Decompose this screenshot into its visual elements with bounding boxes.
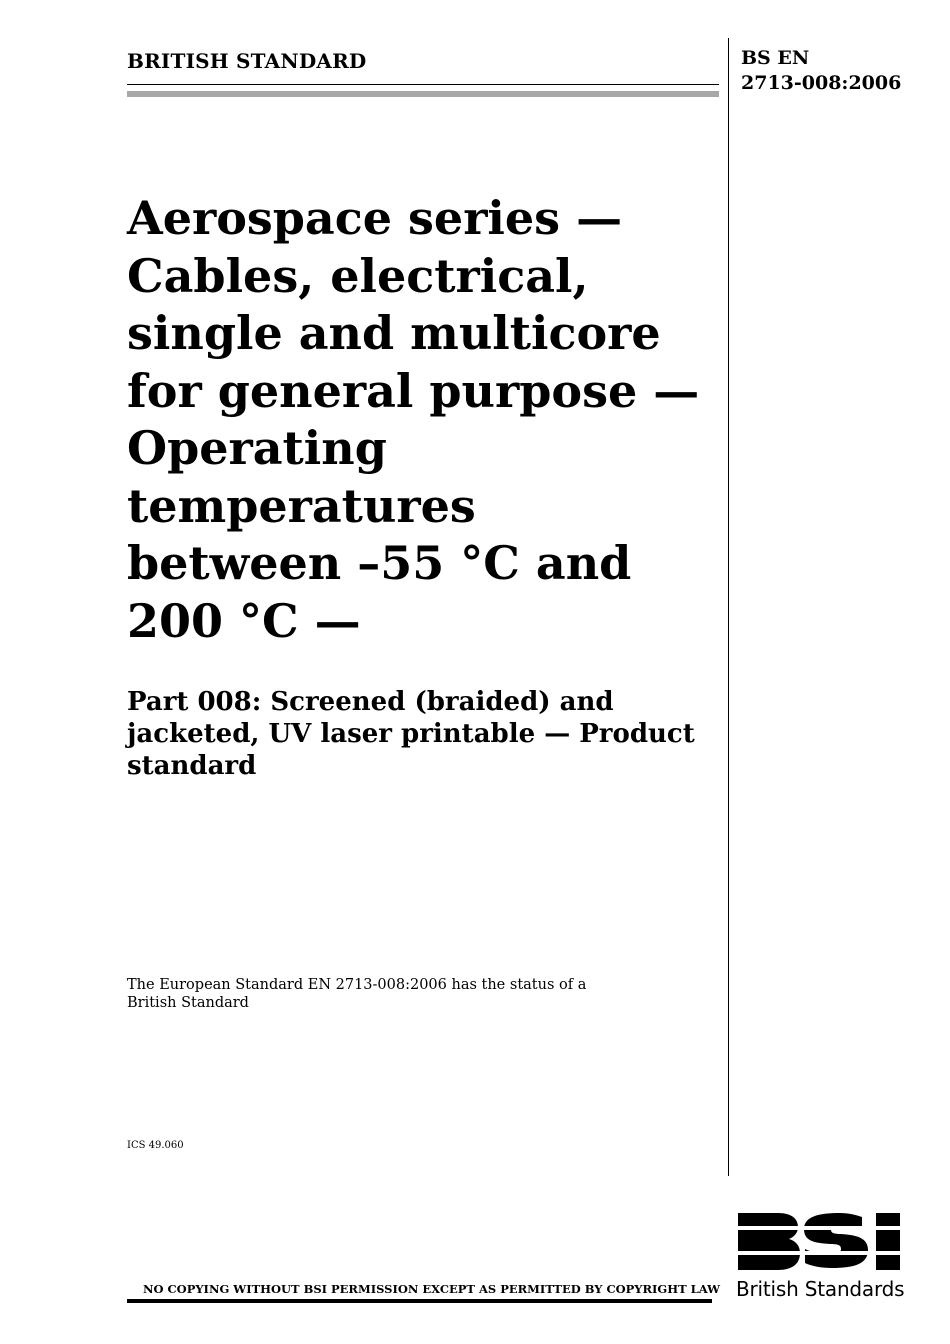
- document-number: [741, 46, 901, 96]
- document-number-line: 2713-008:2006: [741, 72, 902, 94]
- bsi-logo-text: British Standards: [736, 1277, 905, 1301]
- bsi-logo: [736, 1209, 908, 1301]
- status-note-line: The European Standard EN 2713-008:2006 has the status of a: [127, 977, 587, 993]
- title-line: Operating: [127, 421, 387, 475]
- status-note-line: British Standard: [127, 995, 249, 1011]
- ics-code: ICS 49.060: [127, 1140, 184, 1151]
- bsi-logo-mark-icon: [736, 1209, 904, 1274]
- title-line: Aerospace series —: [127, 191, 623, 245]
- title-line: for general purpose —: [127, 363, 700, 418]
- document-title: [127, 190, 727, 650]
- document-subtitle: [127, 686, 727, 782]
- document-number-line: BS EN: [741, 47, 810, 69]
- standard-type-label: BRITISH STANDARD: [127, 49, 367, 73]
- status-note: [127, 976, 687, 1012]
- subtitle-line: standard: [127, 751, 257, 781]
- header-rule-thick: [127, 91, 719, 97]
- title-line: Cables, electrical,: [127, 248, 589, 303]
- title-line: temperatures: [127, 478, 476, 533]
- subtitle-line: Part 008: Screened (braided) and: [127, 687, 614, 717]
- title-line: between –55 °C and: [127, 536, 632, 590]
- header-rule-thin: [127, 84, 719, 85]
- title-line: 200 °C —: [127, 593, 361, 648]
- vertical-divider: [728, 38, 729, 1176]
- subtitle-line: jacketed, UV laser printable — Product: [127, 719, 695, 749]
- copyright-notice: NO COPYING WITHOUT BSI PERMISSION EXCEPT AS PERMITTED BY COPYRIGHT LAW: [143, 1282, 721, 1296]
- title-line: single and multicore: [127, 306, 661, 360]
- footer-rule: [127, 1299, 712, 1303]
